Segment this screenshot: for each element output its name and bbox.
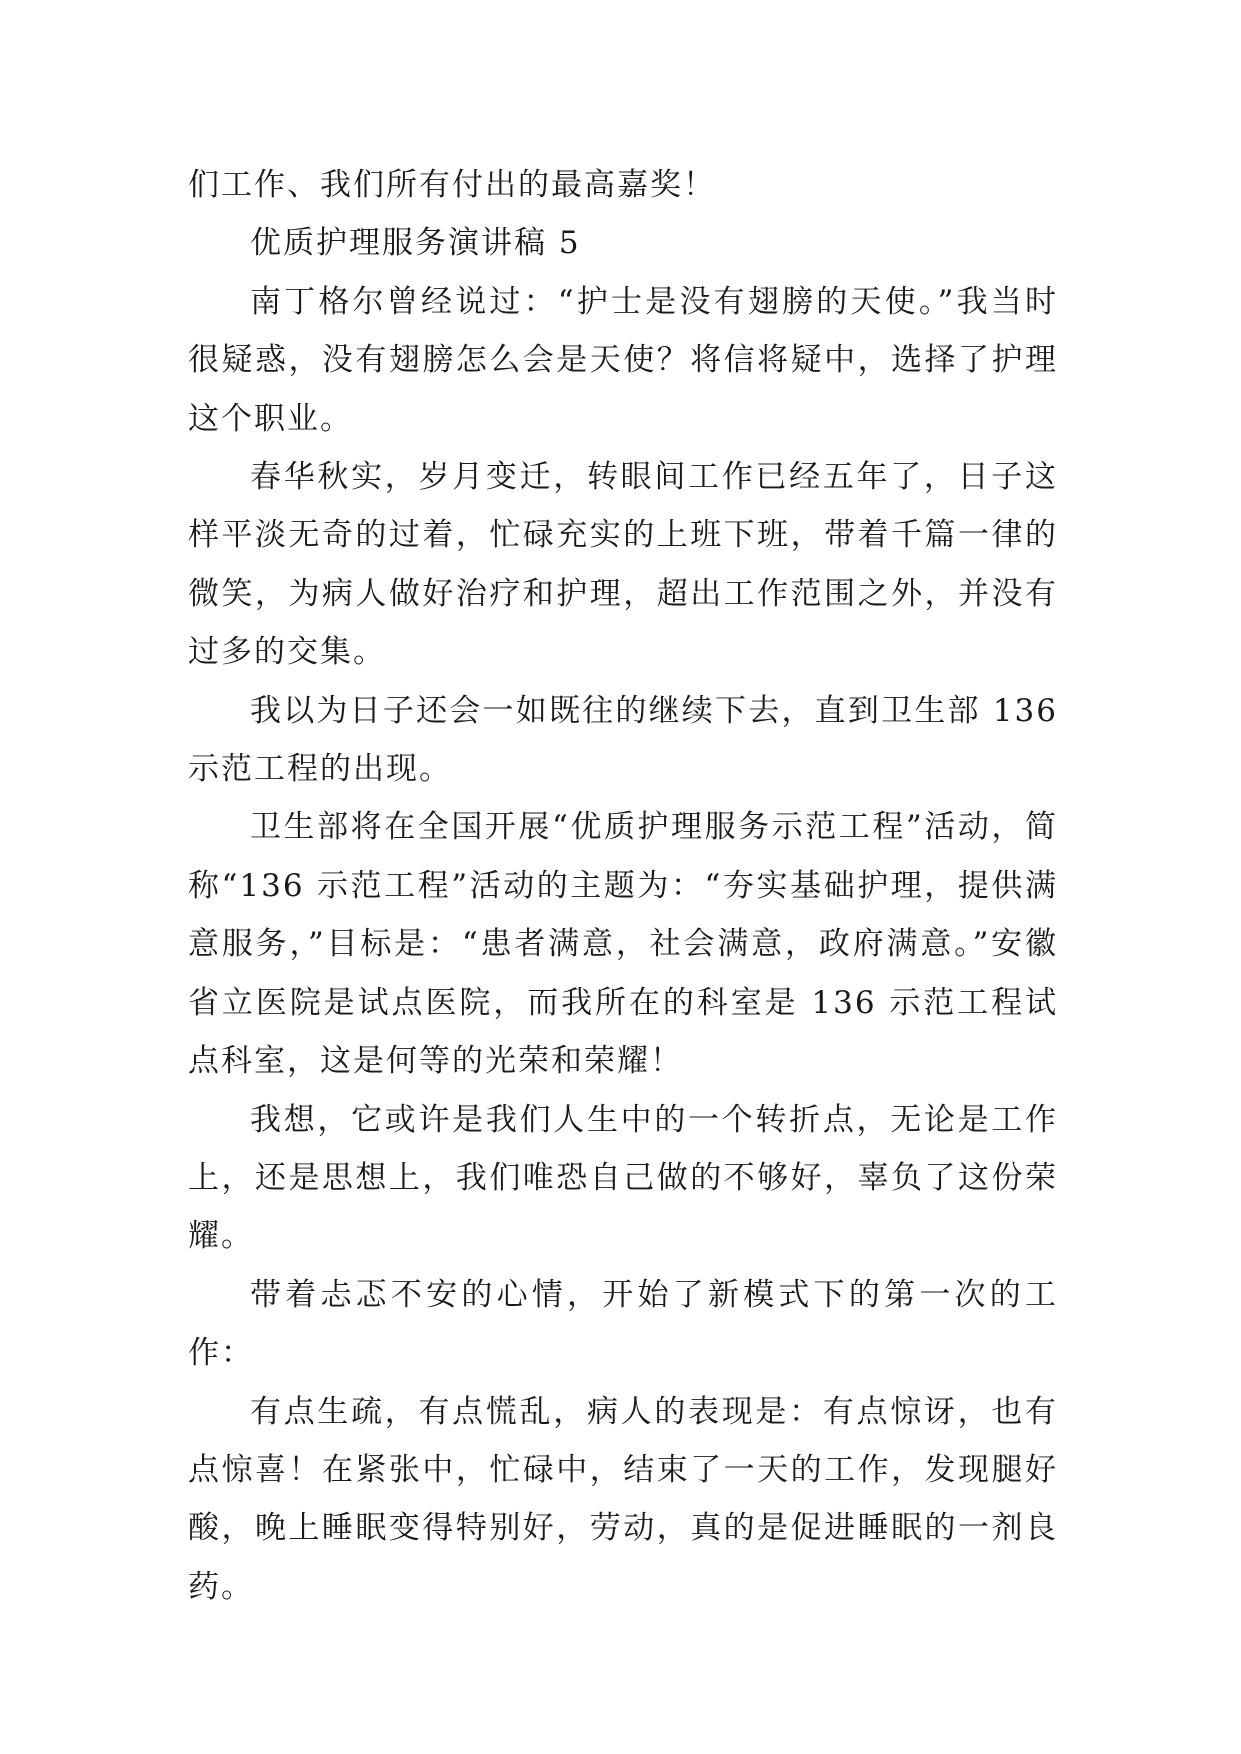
paragraph: 有点生疏，有点慌乱，病人的表现是：有点惊讶，也有点惊喜！在紧张中，忙碌中，结束了一天的工作，发现腿好酸，晚上睡眠变得特别好，劳动，真的是促进睡眠的一剂良药。	[188, 1393, 1058, 1605]
paragraph: 带着忐忑不安的心情，开始了新模式下的第一次的工作：	[188, 1276, 1058, 1372]
paragraph: 我想，它或许是我们人生中的一个转折点，无论是工作上，还是思想上，我们唯恐自己做的不够好，辜负了这份荣耀。	[188, 1101, 1058, 1255]
paragraph: 南丁格尔曾经说过：“护士是没有翅膀的天使。”我当时很疑惑，没有翅膀怎么会是天使？将信将疑中，选择了护理这个职业。	[188, 283, 1058, 437]
section-heading: 优质护理服务演讲稿 5	[250, 225, 581, 262]
paragraph: 我以为日子还会一如既往的继续下去，直到卫生部 136 示范工程的出现。	[188, 692, 1058, 788]
document-body	[188, 156, 1058, 1616]
paragraph-continuation: 们工作、我们所有付出的最高嘉奖！	[188, 167, 716, 203]
paragraph: 春华秋实，岁月变迁，转眼间工作已经五年了，日子这样平淡无奇的过着，忙碌充实的上班下班，带着千篇一律的微笑，为病人做好治疗和护理，超出工作范围之外，并没有过多的交集。	[188, 459, 1058, 671]
paragraph: 卫生部将在全国开展“优质护理服务示范工程”活动，简称“136 示范工程”活动的主题为：“夯实基础护理，提供满意服务，”目标是：“患者满意，社会满意，政府满意。”安徽省立医院是试点医院，而我所在的科室是 136 示范工程试点科室，这是何等的光荣和荣耀！	[188, 809, 1058, 1080]
